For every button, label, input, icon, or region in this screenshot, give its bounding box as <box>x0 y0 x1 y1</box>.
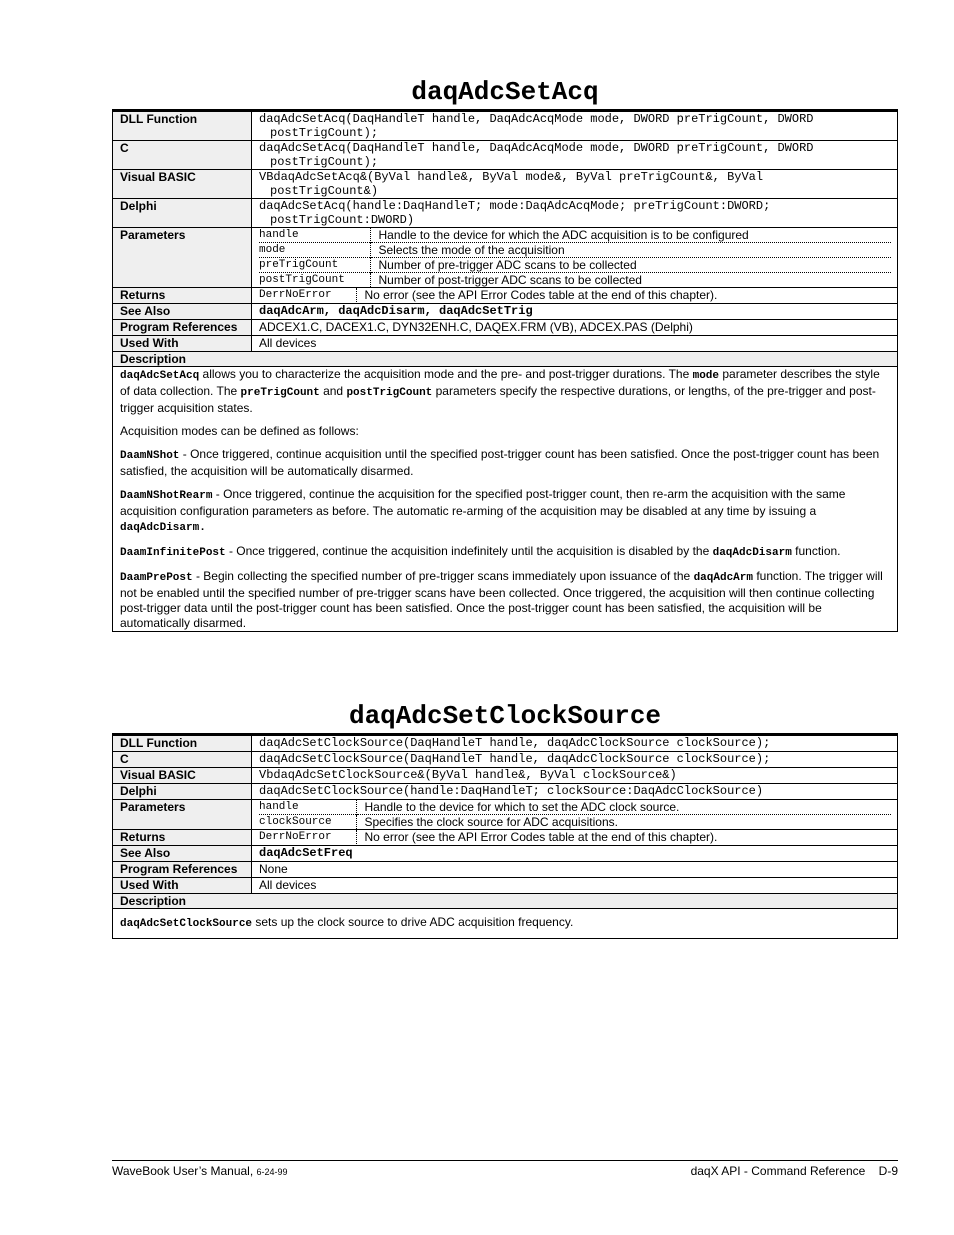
row-value <box>252 170 898 199</box>
row-label: DLL Function <box>113 735 252 752</box>
row-see-also <box>113 304 898 320</box>
row-description <box>113 367 898 632</box>
row-label: See Also <box>113 304 252 320</box>
text: - Begin collecting the specified number of pre-trigger scans immediately upon issuance of the <box>192 569 694 583</box>
code-line: daqAdcSetAcq(handle:DaqHandleT; mode:DaqAdcAcqMode; preTrigCount:DWORD; <box>259 199 771 213</box>
returns-table <box>259 830 891 844</box>
row-value: All devices <box>252 336 898 352</box>
row-label: Used With <box>113 336 252 352</box>
code-term: mode <box>692 370 720 382</box>
return-code: DerrNoError <box>259 831 332 843</box>
code-term: daqAdcSetClockSource <box>120 918 253 930</box>
description-paragraph <box>120 544 891 561</box>
parameter-desc: Number of post-trigger ADC scans to be collected <box>370 273 891 288</box>
row-visual-basic <box>113 170 898 199</box>
description-paragraph: Acquisition modes can be defined as follows: <box>120 424 359 438</box>
text: sets up the clock source to drive ADC acquisition frequency. <box>252 915 574 929</box>
parameters-table <box>259 228 891 287</box>
parameter-name: postTrigCount <box>259 273 370 288</box>
row-label: Visual BASIC <box>113 768 252 784</box>
code-line: postTrigCount&) <box>270 184 379 198</box>
row-value: daqAdcSetClockSource(DaqHandleT handle, daqAdcClockSource clockSource); <box>252 752 898 768</box>
row-value <box>252 228 898 288</box>
returns-table <box>259 288 891 302</box>
row-delphi <box>113 199 898 228</box>
row-value: daqAdcSetClockSource(DaqHandleT handle, daqAdcClockSource clockSource); <box>252 735 898 752</box>
row-used-with <box>113 878 898 894</box>
row-value <box>252 199 898 228</box>
code-term: DaamPrePost <box>120 572 193 584</box>
code-line: daqAdcSetAcq(DaqHandleT handle, DaqAdcAcqMode mode, DWORD preTrigCount, DWORD <box>259 141 814 155</box>
row-see-also <box>113 846 898 862</box>
row-label: Delphi <box>113 784 252 800</box>
description-heading: Description <box>113 894 898 909</box>
text: - Once triggered, continue the acquisition for the specified post-trigger count, then re-arm the acquisition with the same acquisition configuration parameters as before. The automatic re-arming of the acquisition may be disabled at any time by issuing a <box>120 487 846 518</box>
row-label: C <box>113 141 252 170</box>
return-desc: No error (see the API Error Codes table at the end of this chapter). <box>356 288 891 302</box>
description-paragraph <box>120 487 891 536</box>
description-body <box>113 367 898 632</box>
row-description-header <box>113 352 898 367</box>
see-also-links: daqAdcSetFreq <box>252 846 898 862</box>
row-label: Program References <box>113 320 252 336</box>
parameters-table <box>259 800 891 829</box>
row-value: VbdaqAdcSetClockSource&(ByVal handle&, ByVal clockSource&) <box>252 768 898 784</box>
row-parameters <box>113 228 898 288</box>
text: - Once triggered, continue the acquisition indefinitely until the acquisition is disabled by the <box>225 544 713 558</box>
row-delphi <box>113 784 898 800</box>
code-term: daqAdcDisarm. <box>120 522 206 534</box>
row-used-with <box>113 336 898 352</box>
row-label: Visual BASIC <box>113 170 252 199</box>
returns-row <box>259 830 891 844</box>
row-label: Used With <box>113 878 252 894</box>
row-program-references <box>113 320 898 336</box>
section-daqadcsetacq <box>112 77 898 632</box>
description-paragraph <box>120 915 891 932</box>
manual-title: WaveBook User’s Manual, <box>112 1164 257 1178</box>
row-parameters <box>113 800 898 830</box>
row-program-references <box>113 862 898 878</box>
parameter-name: handle <box>259 229 299 241</box>
row-label: DLL Function <box>113 111 252 141</box>
row-label: Returns <box>113 830 252 846</box>
code-term: daqAdcDisarm <box>712 547 792 559</box>
parameter-row <box>259 228 891 243</box>
returns-row <box>259 288 891 302</box>
code-term: preTrigCount <box>240 387 320 399</box>
row-label: Returns <box>113 288 252 304</box>
description-heading: Description <box>113 352 898 367</box>
code-term: postTrigCount <box>346 387 433 399</box>
parameter-desc: Handle to the device for which to set the ADC clock source. <box>356 800 891 815</box>
text: function. The trigger will not be enabled until the specified number of pre-trigger scans have been collected. Once triggered, the acquisition will then continue collecting post-trigger data until the post-trigger count has been satisfied. Once the post-trigger count has been satisfied, the acquisition will be automatically disarmed. <box>120 569 883 630</box>
row-label: C <box>113 752 252 768</box>
parameter-desc: Handle to the device for which the ADC acquisition is to be configured <box>370 228 891 243</box>
row-value: daqAdcSetClockSource(handle:DaqHandleT; clockSource:DaqAdcClockSource) <box>252 784 898 800</box>
return-desc: No error (see the API Error Codes table at the end of this chapter). <box>356 830 891 844</box>
page-footer <box>112 1160 898 1178</box>
see-also-links: daqAdcArm, daqAdcDisarm, daqAdcSetTrig <box>252 304 898 320</box>
code-term: daqAdcArm <box>693 572 753 584</box>
row-c <box>113 752 898 768</box>
parameter-row <box>259 243 891 258</box>
footer-right: daqX API - Command Reference D-9 <box>690 1164 898 1178</box>
code-term: DaamInfinitePost <box>120 547 226 559</box>
reference-table <box>112 733 898 939</box>
description-paragraph <box>120 447 891 479</box>
code-line: daqAdcSetAcq(DaqHandleT handle, DaqAdcAcqMode mode, DWORD preTrigCount, DWORD <box>259 112 814 126</box>
parameter-name: handle <box>259 801 299 813</box>
code-line: postTrigCount:DWORD) <box>270 213 415 227</box>
row-dll-function <box>113 735 898 752</box>
parameter-row <box>259 258 891 273</box>
row-value <box>252 800 898 830</box>
parameter-name: clockSource <box>259 815 356 830</box>
text: allows you to characterize the acquisition mode and the pre- and post-trigger durations. The <box>199 367 693 381</box>
manual-date: 6-24-99 <box>256 1167 288 1177</box>
code-term: DaamNShotRearm <box>120 490 213 502</box>
row-label: Parameters <box>113 800 252 830</box>
parameter-name: mode <box>259 243 370 258</box>
text: - Once triggered, continue acquisition until the specified post-trigger count has been satisfied. Once the post-trigger count has been satisfied, the acquisition will be automatically disarmed. <box>120 447 880 478</box>
reference-table <box>112 109 898 632</box>
row-value <box>252 141 898 170</box>
row-returns <box>113 288 898 304</box>
function-title: daqAdcSetAcq <box>411 77 599 107</box>
row-label: See Also <box>113 846 252 862</box>
description-paragraph <box>120 569 891 631</box>
parameter-desc: Selects the mode of the acquisition <box>370 243 891 258</box>
row-value <box>252 111 898 141</box>
row-label: Parameters <box>113 228 252 288</box>
row-value: All devices <box>252 878 898 894</box>
code-line: postTrigCount); <box>270 126 379 140</box>
row-description <box>113 909 898 939</box>
row-label: Delphi <box>113 199 252 228</box>
parameter-row <box>259 273 891 288</box>
row-c <box>113 141 898 170</box>
row-description-header <box>113 894 898 909</box>
row-returns <box>113 830 898 846</box>
text: parameters specify the respective durations, or lengths, of the pre-trigger and post-trigger acquisition states. <box>120 384 876 415</box>
parameter-row <box>259 800 891 815</box>
code-line: VBdaqAdcSetAcq&(ByVal handle&, ByVal mode&, ByVal preTrigCount&, ByVal <box>259 170 764 184</box>
description-paragraph <box>120 367 891 416</box>
row-value: None <box>252 862 898 878</box>
row-value <box>252 830 898 846</box>
row-visual-basic <box>113 768 898 784</box>
description-body <box>113 909 898 939</box>
row-value <box>252 288 898 304</box>
code-line: postTrigCount); <box>270 155 379 169</box>
parameter-row <box>259 815 891 830</box>
parameter-desc: Specifies the clock source for ADC acquisitions. <box>356 815 891 830</box>
footer-left <box>112 1164 288 1178</box>
row-label: Program References <box>113 862 252 878</box>
parameter-desc: Number of pre-trigger ADC scans to be collected <box>370 258 891 273</box>
text: function. <box>791 544 841 558</box>
code-term: daqAdcSetAcq <box>120 370 200 382</box>
row-dll-function <box>113 111 898 141</box>
return-code: DerrNoError <box>259 289 332 301</box>
function-title: daqAdcSetClockSource <box>348 701 662 731</box>
section-daqadcsetclocksource <box>112 701 898 939</box>
code-term: DaamNShot <box>120 450 180 462</box>
row-value: ADCEX1.C, DACEX1.C, DYN32ENH.C, DAQEX.FRM (VB), ADCEX.PAS (Delphi) <box>252 320 898 336</box>
text: and <box>319 384 347 398</box>
text: parameter describes the style of data collection. The <box>120 367 880 398</box>
parameter-name: preTrigCount <box>259 258 370 273</box>
